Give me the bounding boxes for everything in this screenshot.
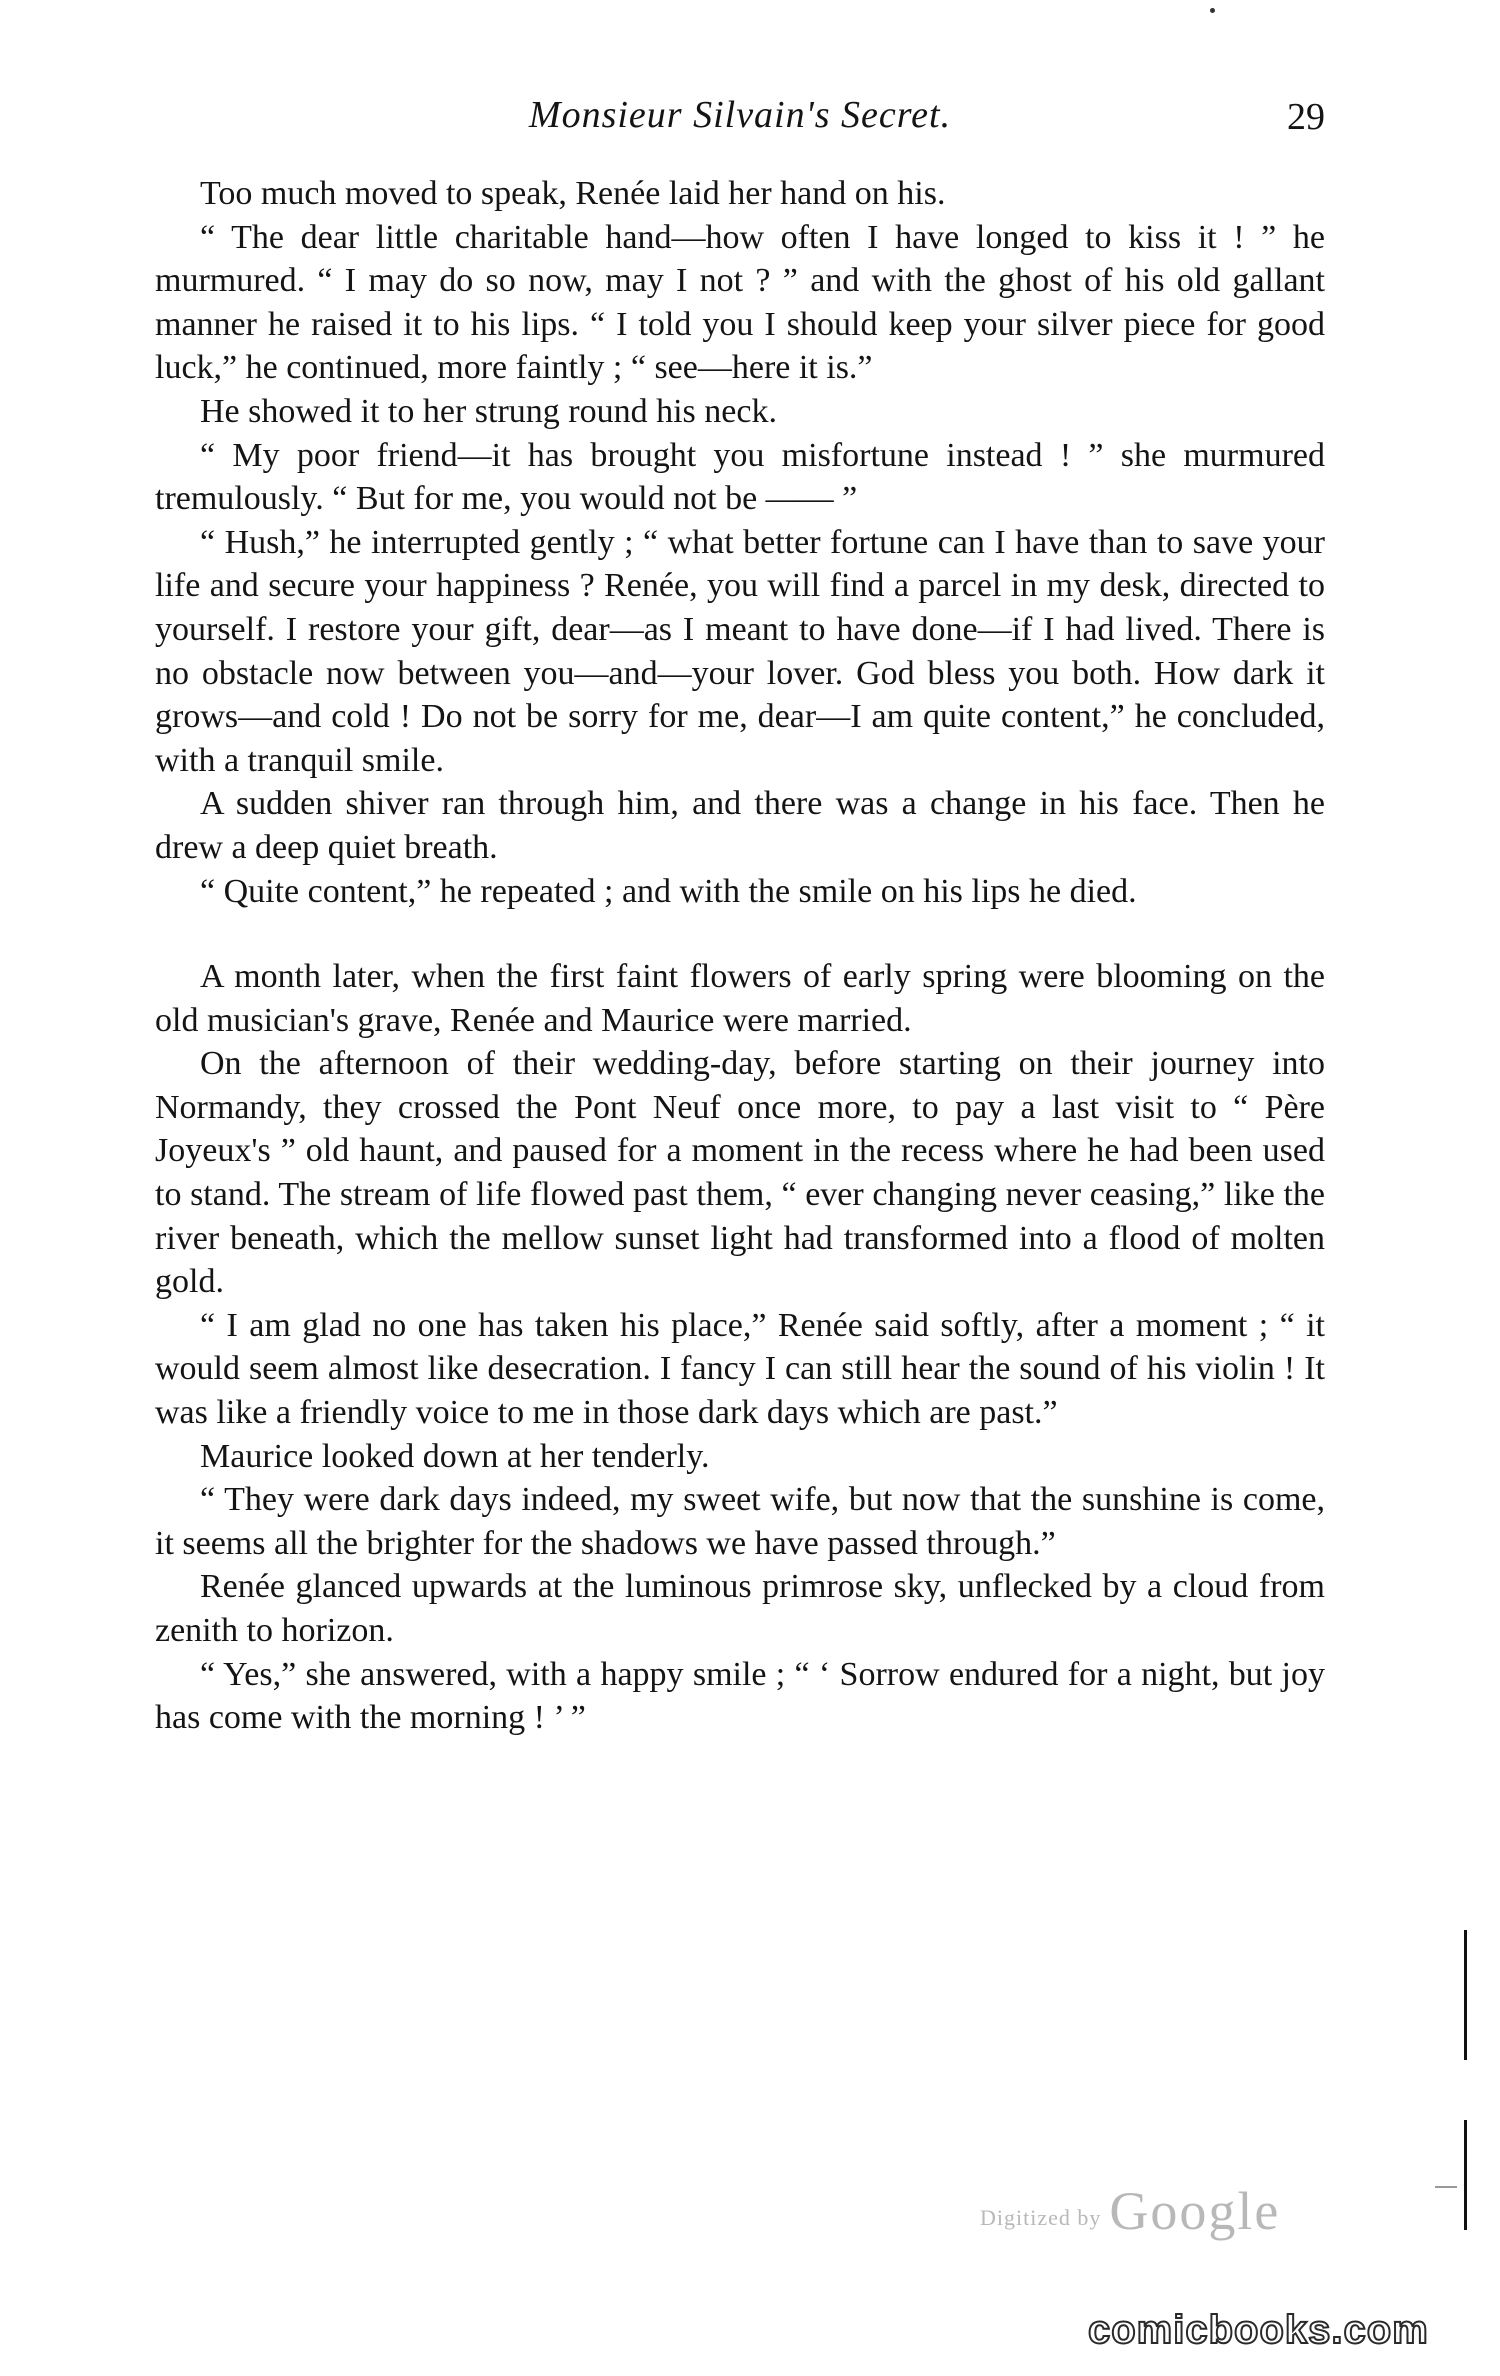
paragraph: Renée glanced upwards at the luminous primrose sky, unflecked by a cloud from zenith to horizon. bbox=[155, 1568, 1325, 1649]
paragraph: “ I am glad no one has taken his place,” Renée said softly, after a moment ; “ it would seem almost like desecration. I fancy I can still hear the sound of his violin ! It was like a friendly voice to me in those dark days which are past.” bbox=[155, 1306, 1325, 1432]
paragraph: “ Hush,” he interrupted gently ; “ what better fortune can I have than to save your life and secure your happiness ? Renée, you will find a parcel in my desk, directed to yourself. I restore your gift, dear—as I meant to have done—if I had lived. There is no obstacle now between you—and—your lover. God bless you both. How dark it grows—and cold ! Do not be sorry for me, dear—I am quite content,” he concluded, with a tranquil smile. bbox=[155, 523, 1325, 779]
margin-dash bbox=[1435, 2186, 1457, 2188]
paragraph: “ The dear little charitable hand—how often I have longed to kiss it ! ” he murmured. “ I may do so now, may I not ? ” and with the ghost of his old gallant manner he raised it to his lips. “ I told you I should keep your silver piece for good luck,” he continued, more faintly ; “ see—here it is.” bbox=[155, 218, 1325, 387]
paragraph: A sudden shiver ran through him, and there was a change in his face. Then he drew a deep quiet breath. bbox=[155, 785, 1325, 866]
body-text bbox=[155, 172, 1325, 1740]
scan-speck bbox=[1210, 8, 1215, 13]
paragraph: Maurice looked down at her tenderly. bbox=[200, 1437, 710, 1475]
margin-rule bbox=[1464, 1930, 1467, 2060]
digitized-prefix: Digitized by bbox=[980, 2205, 1102, 2230]
google-logo: Google bbox=[1109, 2181, 1281, 2241]
site-watermark: comicbooks.com bbox=[1088, 2308, 1429, 2352]
paragraph: A month later, when the first faint flowers of early spring were blooming on the old musician's grave, Renée and Maurice were married. bbox=[155, 958, 1325, 1039]
paragraph: “ My poor friend—it has brought you misfortune instead ! ” she murmured tremulously. “ But for me, you would not be —— ” bbox=[155, 436, 1325, 518]
page-header bbox=[155, 93, 1325, 153]
paragraph: On the afternoon of their wedding-day, before starting on their journey into Normandy, they crossed the Pont Neuf once more, to pay a last visit to “ Père Joyeux's ” old haunt, and paused for a moment in the recess where he had been used to stand. The stream of life flowed past them, “ ever changing never ceasing,” like the river beneath, which the mellow sunset light had transformed into a flood of molten gold. bbox=[155, 1045, 1325, 1301]
running-title: Monsieur Silvain's Secret. bbox=[528, 94, 952, 136]
paragraph: “ Yes,” she answered, with a happy smile ; “ ‘ Sorrow endured for a night, but joy has come with the morning ! ’ ” bbox=[155, 1655, 1325, 1737]
paragraph: “ They were dark days indeed, my sweet wife, but now that the sunshine is come, it seems all the brighter for the shadows we have passed through.” bbox=[155, 1481, 1325, 1562]
paragraph: Too much moved to speak, Renée laid her hand on his. bbox=[200, 175, 946, 212]
digitized-by-google-mark bbox=[980, 2180, 1280, 2242]
margin-rule bbox=[1464, 2120, 1467, 2230]
paragraph: He showed it to her strung round his neck. bbox=[200, 392, 777, 430]
page-number: 29 bbox=[1287, 96, 1325, 138]
paragraph: “ Quite content,” he repeated ; and with the smile on his lips he died. bbox=[200, 872, 1137, 910]
